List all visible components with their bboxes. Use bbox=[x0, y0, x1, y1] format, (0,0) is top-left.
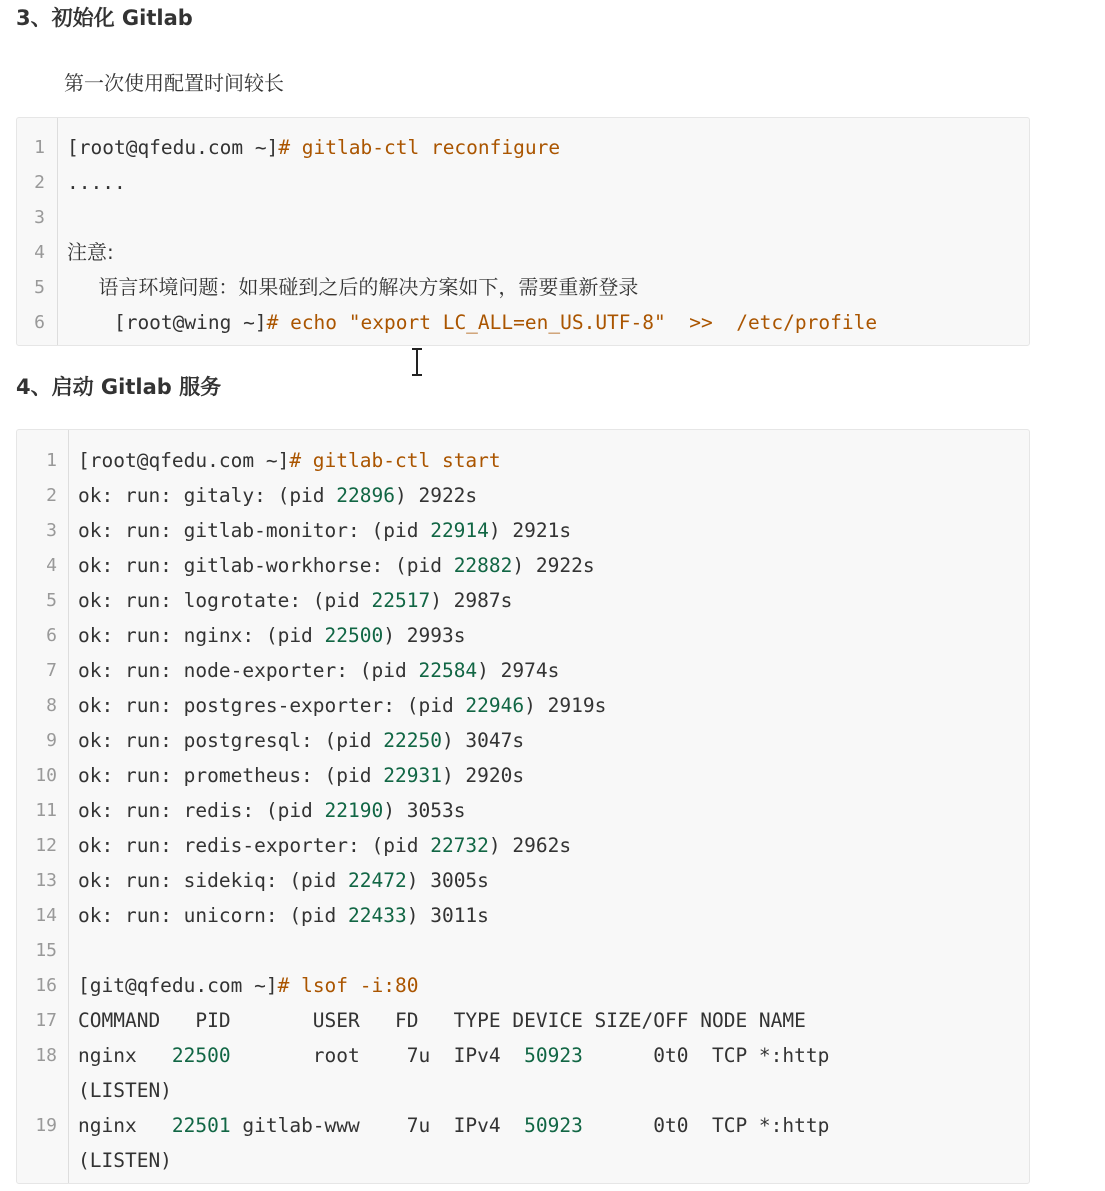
line-number: 19 bbox=[35, 1115, 57, 1136]
code-text: root 7u IPv4 bbox=[230, 1044, 525, 1067]
code-line bbox=[17, 828, 1029, 863]
code-line bbox=[17, 583, 1029, 618]
code-line bbox=[17, 653, 1029, 688]
code-text: ok: run: gitaly: (pid bbox=[78, 484, 337, 507]
code-line bbox=[17, 758, 1029, 793]
code-text: ) 2921s bbox=[488, 519, 572, 542]
section-3-note: 第一次使用配置时间较长 bbox=[64, 71, 284, 95]
code-text: ) 2922s bbox=[512, 554, 595, 577]
line-number: 1 bbox=[34, 137, 45, 158]
code-line bbox=[17, 863, 1029, 898]
pid-number: 22500 bbox=[171, 1044, 231, 1067]
line-number: 1 bbox=[46, 450, 57, 471]
code-text: ok: run: sidekiq: (pid bbox=[78, 869, 349, 892]
line-number: 8 bbox=[46, 695, 57, 716]
code-line bbox=[17, 1003, 1029, 1038]
code-note-label: 注意: bbox=[67, 240, 114, 264]
shell-command: # gitlab-ctl reconfigure bbox=[278, 136, 561, 159]
code-line bbox=[17, 688, 1029, 723]
code-text: ) 2922s bbox=[394, 484, 478, 507]
pid-number: 22946 bbox=[465, 694, 525, 717]
line-number: 17 bbox=[35, 1010, 57, 1031]
code-line bbox=[17, 793, 1029, 828]
line-number: 2 bbox=[46, 485, 57, 506]
line-number: 13 bbox=[35, 870, 57, 891]
code-text: 0t0 TCP *:http bbox=[582, 1044, 830, 1067]
code-text: ) 3011s bbox=[406, 904, 489, 927]
code-text: ok: run: logrotate: (pid bbox=[78, 589, 372, 612]
code-text: ) 2962s bbox=[488, 834, 572, 857]
line-number: 6 bbox=[34, 312, 45, 333]
code-line bbox=[17, 968, 1029, 1003]
line-number: 18 bbox=[35, 1045, 57, 1066]
lsof-header: COMMAND PID USER FD TYPE DEVICE SIZE/OFF NODE NAME bbox=[78, 1009, 806, 1032]
code-text: ) 2974s bbox=[477, 659, 560, 682]
pid-number: 22433 bbox=[348, 904, 407, 927]
line-number: 2 bbox=[34, 172, 45, 193]
line-number: 5 bbox=[34, 277, 45, 298]
line-number: 4 bbox=[34, 242, 45, 263]
pid-number: 22190 bbox=[324, 799, 384, 822]
code-line bbox=[17, 548, 1029, 583]
code-text: ok: run: redis-exporter: (pid bbox=[78, 834, 431, 857]
pid-number: 22517 bbox=[371, 589, 431, 612]
code-line bbox=[17, 723, 1029, 758]
line-number: 4 bbox=[46, 555, 57, 576]
code-text: ) 2919s bbox=[524, 694, 607, 717]
device-number: 50923 bbox=[524, 1114, 583, 1137]
code-line bbox=[17, 443, 1029, 478]
code-text: ) 3005s bbox=[406, 869, 489, 892]
line-number: 11 bbox=[35, 800, 57, 821]
pid-number: 22501 bbox=[171, 1114, 231, 1137]
code-text: ok: run: unicorn: (pid bbox=[78, 904, 349, 927]
code-line bbox=[17, 478, 1029, 513]
code-line bbox=[17, 1108, 1029, 1178]
shell-string: "export LC_ALL=en_US.UTF-8" bbox=[348, 311, 666, 334]
pid-number: 22500 bbox=[324, 624, 384, 647]
line-number: 10 bbox=[35, 765, 57, 786]
line-number: 16 bbox=[35, 975, 57, 996]
shell-redirect: >> /etc/profile bbox=[665, 311, 878, 334]
pid-number: 22584 bbox=[418, 659, 478, 682]
code-line bbox=[17, 898, 1029, 933]
code-text: ) 3053s bbox=[383, 799, 466, 822]
code-line bbox=[17, 513, 1029, 548]
line-number: 3 bbox=[46, 520, 57, 541]
shell-prompt: [root@qfedu.com ~] bbox=[78, 449, 290, 472]
code-text: ok: run: redis: (pid bbox=[78, 799, 325, 822]
code-text: ok: run: postgresql: (pid bbox=[78, 729, 384, 752]
code-text: 0t0 TCP *:http bbox=[582, 1114, 830, 1137]
shell-prompt: [root@qfedu.com ~] bbox=[67, 136, 279, 159]
code-text: ok: run: node-exporter: (pid bbox=[78, 659, 419, 682]
line-number: 15 bbox=[35, 940, 57, 961]
section-3-heading: 3、初始化 Gitlab bbox=[16, 6, 193, 30]
code-wrapped-text: (LISTEN) bbox=[78, 1149, 172, 1172]
text-cursor-icon bbox=[409, 347, 425, 377]
code-text: nginx bbox=[78, 1114, 172, 1137]
code-line bbox=[17, 235, 1029, 270]
line-number: 5 bbox=[46, 590, 57, 611]
pid-number: 22914 bbox=[430, 519, 489, 542]
code-line bbox=[17, 200, 1029, 235]
code-line bbox=[17, 933, 1029, 968]
code-text: ) 2987s bbox=[430, 589, 513, 612]
line-number: 3 bbox=[34, 207, 45, 228]
code-text: nginx bbox=[78, 1044, 172, 1067]
code-line bbox=[17, 618, 1029, 653]
line-number: 9 bbox=[46, 730, 57, 751]
code-text: ok: run: postgres-exporter: (pid bbox=[78, 694, 466, 717]
code-line bbox=[17, 165, 1029, 200]
pid-number: 22882 bbox=[453, 554, 513, 577]
code-text: ok: run: gitlab-monitor: (pid bbox=[78, 519, 431, 542]
pid-number: 22931 bbox=[383, 764, 442, 787]
code-text: ok: run: nginx: (pid bbox=[78, 624, 325, 647]
line-number: 6 bbox=[46, 625, 57, 646]
code-note-text: 语言环境问题：如果碰到之后的解决方案如下，需要重新登录 bbox=[73, 275, 639, 299]
code-text: ..... bbox=[67, 171, 126, 194]
code-text: ) 3047s bbox=[441, 729, 525, 752]
pid-number: 22250 bbox=[383, 729, 442, 752]
pid-number: 22896 bbox=[336, 484, 395, 507]
code-block-reconfigure[interactable] bbox=[16, 117, 1030, 346]
code-block-start[interactable] bbox=[16, 429, 1030, 1184]
shell-command: # gitlab-ctl start bbox=[289, 449, 501, 472]
shell-command: # echo bbox=[266, 311, 349, 334]
code-text: ok: run: prometheus: (pid bbox=[78, 764, 384, 787]
pid-number: 22472 bbox=[348, 869, 407, 892]
pid-number: 22732 bbox=[430, 834, 489, 857]
code-text: ok: run: gitlab-workhorse: (pid bbox=[78, 554, 454, 577]
code-line bbox=[17, 1038, 1029, 1108]
code-text: ) 2993s bbox=[383, 624, 466, 647]
line-number: 12 bbox=[35, 835, 57, 856]
code-line bbox=[17, 270, 1029, 305]
code-line bbox=[17, 130, 1029, 165]
code-text: gitlab-www 7u IPv4 bbox=[230, 1114, 525, 1137]
shell-command: # lsof -i:80 bbox=[277, 974, 419, 997]
device-number: 50923 bbox=[524, 1044, 583, 1067]
shell-prompt: [root@wing ~] bbox=[67, 311, 267, 334]
code-line bbox=[17, 305, 1029, 340]
shell-prompt: [git@qfedu.com ~] bbox=[78, 974, 278, 997]
code-wrapped-text: (LISTEN) bbox=[78, 1079, 172, 1102]
line-number: 14 bbox=[35, 905, 57, 926]
section-4-heading: 4、启动 Gitlab 服务 bbox=[16, 375, 222, 399]
code-text: ) 2920s bbox=[441, 764, 525, 787]
line-number: 7 bbox=[46, 660, 57, 681]
